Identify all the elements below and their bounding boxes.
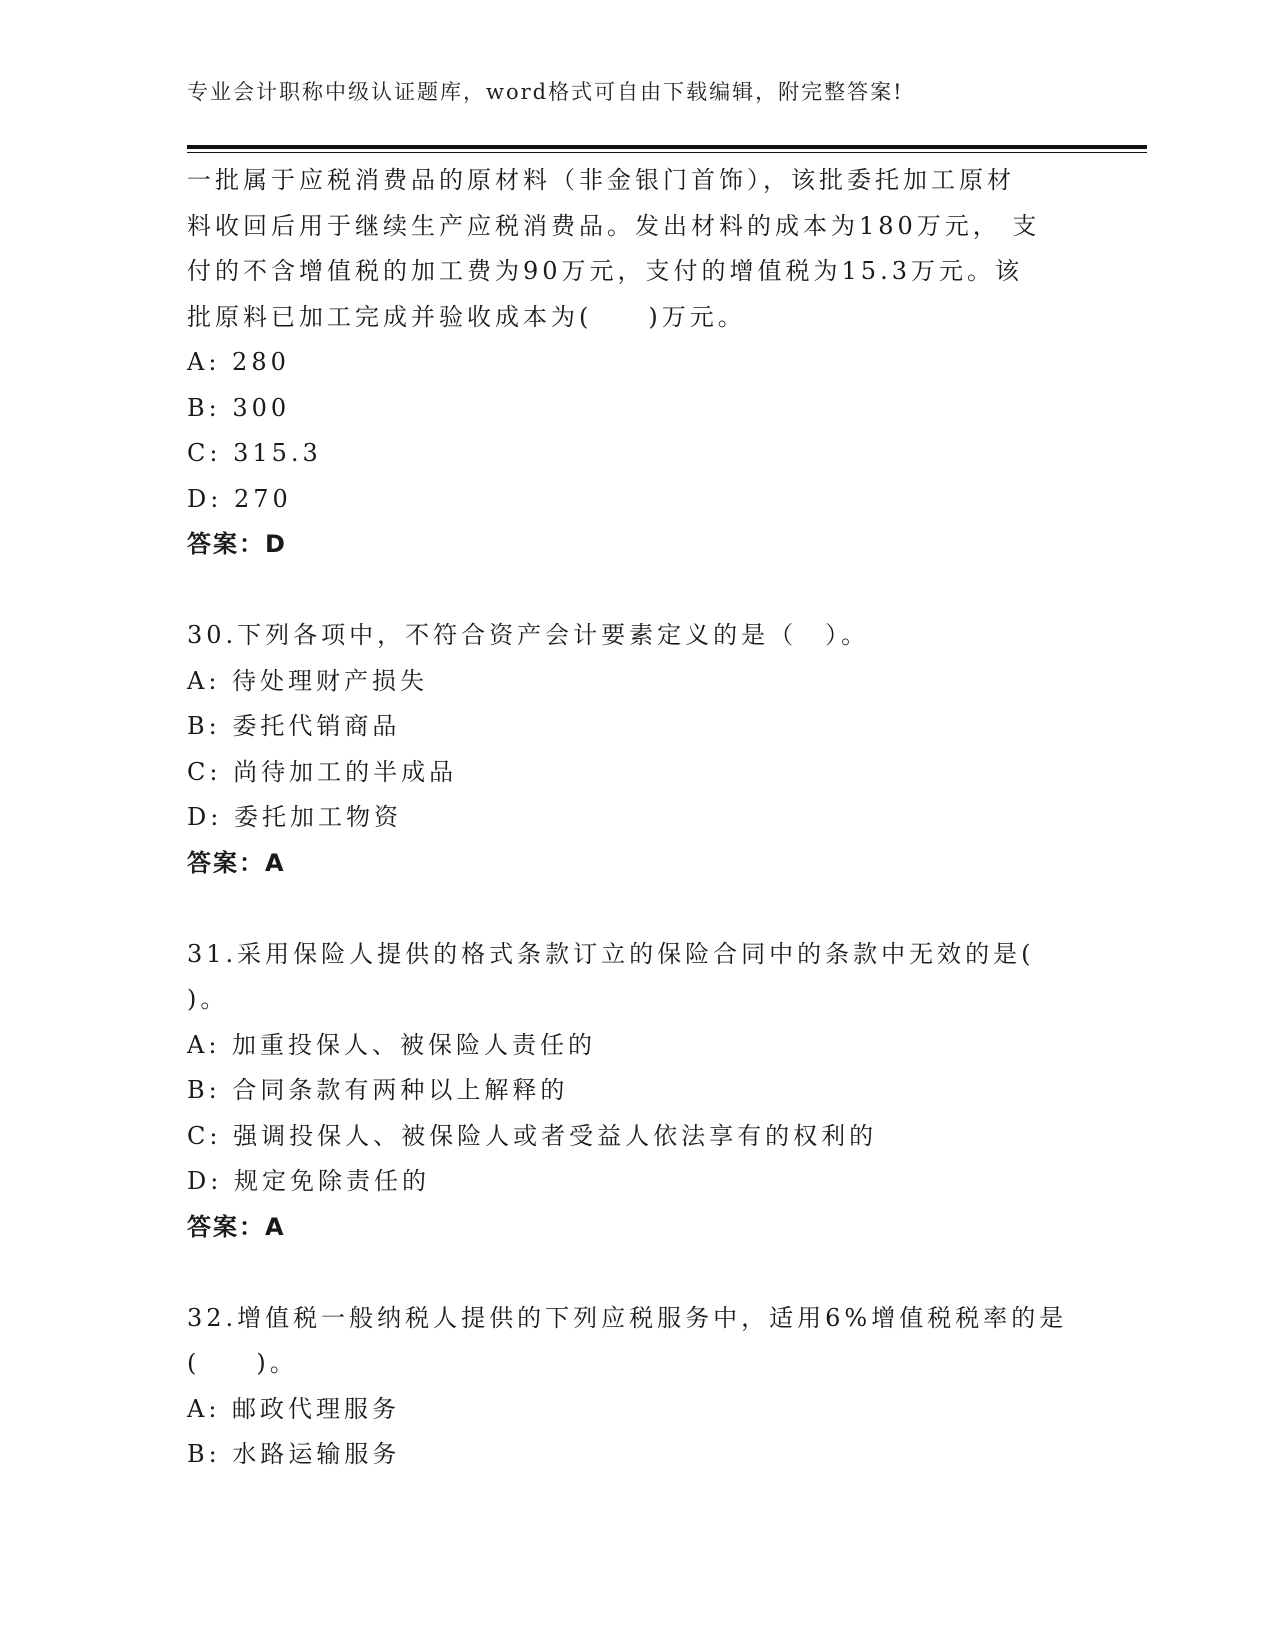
option-c: C: 315.3 bbox=[187, 439, 322, 467]
spacer bbox=[187, 568, 1087, 614]
question-text-line: 31.采用保险人提供的格式条款订立的保险合同中的条款中无效的是( bbox=[187, 939, 1035, 968]
question-text-line: ( )。 bbox=[187, 1349, 298, 1377]
spacer bbox=[187, 1250, 1087, 1296]
question-31 bbox=[187, 932, 1087, 1251]
option-a: A: 280 bbox=[187, 348, 290, 376]
answer-line: 答案：A bbox=[187, 848, 286, 877]
question-text-line: 批原料已加工完成并验收成本为( )万元。 bbox=[187, 302, 746, 331]
option-b: B: 水路运输服务 bbox=[187, 1440, 401, 1468]
question-32 bbox=[187, 1296, 1087, 1478]
question-text-line: 30.下列各项中，不符合资产会计要素定义的是（ ）。 bbox=[187, 621, 870, 649]
answer-line: 答案：A bbox=[187, 1212, 286, 1241]
header-rule-thin bbox=[187, 152, 1147, 153]
spacer bbox=[187, 886, 1087, 932]
option-b: B: 300 bbox=[187, 393, 291, 422]
option-c: C: 尚待加工的半成品 bbox=[187, 757, 458, 786]
question-text-line: 付的不含增值税的加工费为90万元，支付的增值税为15.3万元。该 bbox=[187, 257, 1023, 285]
document-body bbox=[187, 158, 1087, 1478]
question-text-line: 32.增值税一般纳税人提供的下列应税服务中，适用6%增值税税率的是 bbox=[187, 1303, 1068, 1332]
option-d: D: 委托加工物资 bbox=[187, 803, 402, 831]
option-a: A: 待处理财产损失 bbox=[187, 666, 429, 695]
header-rule-thick bbox=[187, 145, 1147, 149]
question-29 bbox=[187, 158, 1087, 568]
option-a: A: 加重投保人、被保险人责任的 bbox=[187, 1030, 597, 1059]
option-a: A: 邮政代理服务 bbox=[187, 1394, 401, 1423]
option-d: D: 规定免除责任的 bbox=[187, 1167, 430, 1195]
option-c: C: 强调投保人、被保险人或者受益人依法享有的权利的 bbox=[187, 1121, 878, 1150]
option-b: B: 合同条款有两种以上解释的 bbox=[187, 1076, 569, 1104]
question-30 bbox=[187, 613, 1087, 886]
answer-line: 答案：D bbox=[187, 530, 287, 558]
question-text-line: 料收回后用于继续生产应税消费品。发出材料的成本为180万元， 支 bbox=[187, 211, 1041, 240]
option-d: D: 270 bbox=[187, 484, 292, 513]
question-text-line: 一批属于应税消费品的原材料（非金银门首饰），该批委托加工原材 bbox=[187, 166, 1015, 194]
page-header: 专业会计职称中级认证题库，word格式可自由下载编辑，附完整答案! bbox=[187, 80, 904, 104]
question-text-line: )。 bbox=[187, 985, 229, 1013]
option-b: B: 委托代销商品 bbox=[187, 712, 401, 740]
